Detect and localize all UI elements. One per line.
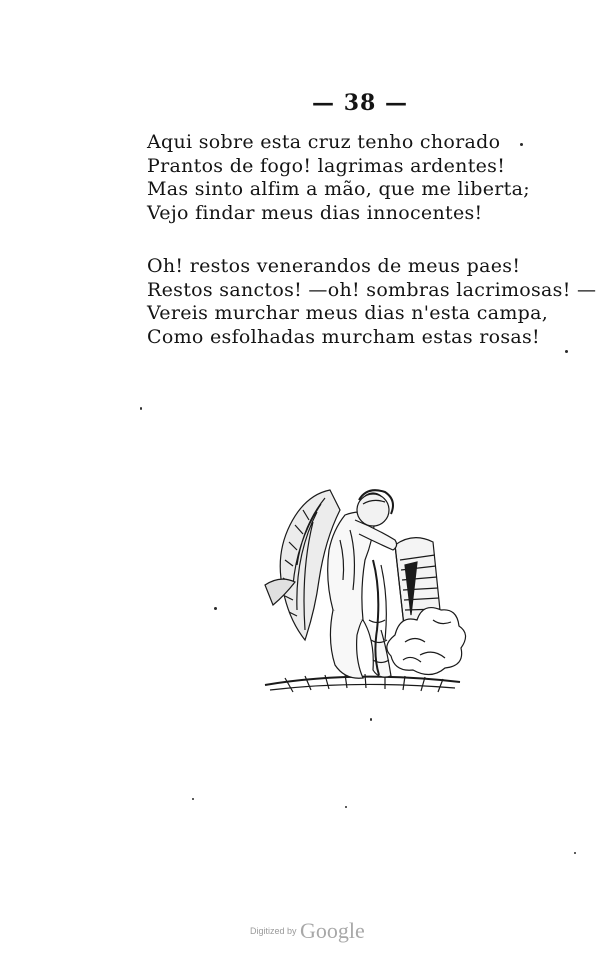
verse-line: Oh! restos venerandos de meus paes! — [147, 255, 521, 277]
scan-speck — [370, 718, 372, 721]
page-number: — 38 — — [312, 90, 408, 116]
scan-speck — [345, 806, 347, 808]
weeping-angel-at-tomb-icon — [245, 470, 470, 700]
google-logo: Google — [300, 918, 365, 943]
verse-line: Mas sinto alfim a mão, que me liberta; — [147, 178, 530, 200]
verse-line: Prantos de fogo! lagrimas ardentes! — [147, 154, 506, 177]
scan-speck — [574, 852, 576, 854]
stanza-1 — [147, 131, 567, 225]
verse-line: Vejo findar meus dias innocentes! — [147, 201, 483, 224]
verse-line: Restos sanctos! —oh! sombras lacrimosas! — — [147, 278, 597, 301]
verse-line: Como esfolhadas murcham estas rosas! — [147, 325, 540, 348]
scan-speck — [520, 143, 523, 146]
watermark-digitized-text: Digitized by — [250, 926, 297, 936]
verse-line: Vereis murchar meus dias n'esta campa, — [147, 302, 549, 324]
scan-speck — [192, 798, 194, 800]
poem — [147, 131, 597, 349]
scan-speck — [140, 407, 142, 410]
google-digitized-watermark — [250, 918, 380, 942]
scan-speck — [565, 350, 568, 353]
stanza-2 — [147, 255, 597, 349]
scan-speck — [214, 607, 217, 610]
weeping-angel-illustration — [245, 470, 470, 700]
verse-line: Aqui sobre esta cruz tenho chorado — [147, 131, 501, 153]
